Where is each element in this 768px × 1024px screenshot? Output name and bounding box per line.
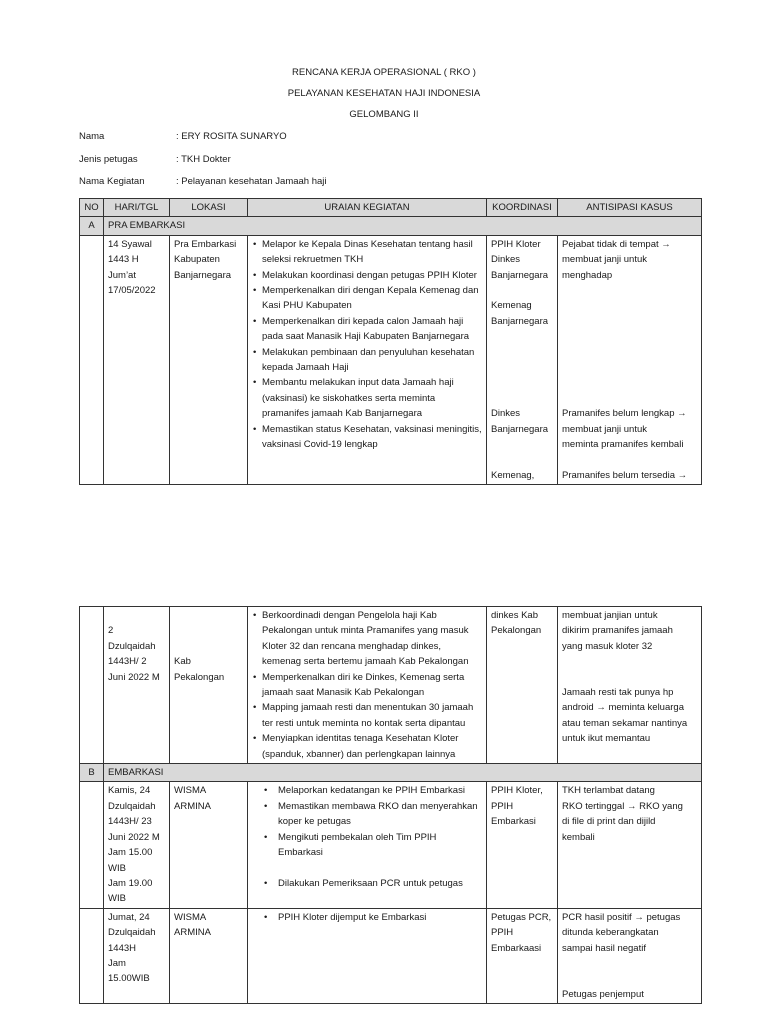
table-row xyxy=(80,607,702,764)
activity-item: • Memperkenalkan diri kepada calon Jamaah haji pada saat Manasik Haji Kabupaten Banjarnegara xyxy=(262,314,482,345)
anticipation-line: atau teman sekamar nantinya xyxy=(562,717,688,729)
row-anticipation xyxy=(558,235,702,484)
section-no: A xyxy=(80,217,104,235)
activity-item: • Membantu melakukan input data Jamaah haji (vaksinasi) ke siskohatkes serta meminta pramanifes jamaah Kab Banjarnegara xyxy=(262,375,482,421)
location-line: Kabupaten xyxy=(174,254,220,266)
anticipation-line: yang masuk kloter 32 xyxy=(562,640,653,652)
location-line: ARMINA xyxy=(174,927,211,939)
coord-line: Embarkasi xyxy=(491,816,536,828)
coord-line: Pekalongan xyxy=(491,625,542,637)
meta-row-activity xyxy=(79,176,327,187)
date-line: Jam 15.00 xyxy=(108,847,153,859)
date-line: Juni 2022 M xyxy=(108,831,160,843)
anticipation-line: Jamaah resti tak punya hp xyxy=(562,687,674,698)
table-row xyxy=(80,782,702,908)
row-no xyxy=(80,607,104,764)
row-location xyxy=(170,607,248,764)
table-row xyxy=(80,235,702,484)
date-line: Dzulqaidah xyxy=(108,640,156,652)
row-anticipation xyxy=(558,908,702,1003)
row-activities xyxy=(248,235,487,484)
date-line: Jum’at xyxy=(108,269,136,281)
row-coordination xyxy=(487,235,558,484)
location-line: WISMA xyxy=(174,911,207,923)
coord-line: Dinkes xyxy=(491,408,521,420)
anticipation-line: membuat janjian untuk xyxy=(562,610,658,621)
anticipation-line: kembali xyxy=(562,831,595,843)
row-anticipation xyxy=(558,782,702,908)
col-header-location: LOKASI xyxy=(170,199,248,217)
meta-label: Nama Kegiatan xyxy=(79,176,145,187)
date-line: WIB xyxy=(108,862,126,874)
anticipation-line: membuat janji untuk xyxy=(562,423,648,435)
anticipation-line: dikirim pramanifes jamaah xyxy=(562,625,673,637)
date-line: 14 Syawal xyxy=(108,238,152,250)
meta-value: : TKH Dokter xyxy=(176,154,231,165)
anticipation-line: membuat janji untuk xyxy=(562,254,648,266)
row-location xyxy=(170,235,248,484)
activity-item: • Memastikan status Kesehatan, vaksinasi meningitis, vaksinasi Covid-19 lengkap xyxy=(262,422,482,453)
row-date xyxy=(104,908,170,1003)
row-coordination xyxy=(487,782,558,908)
meta-row-name xyxy=(79,131,287,142)
rko-table-page2 xyxy=(79,606,702,1004)
section-row-embarkation xyxy=(80,764,702,782)
anticipation-line: Petugas penjemput xyxy=(562,988,644,1000)
section-title: PRA EMBARKASI xyxy=(104,217,702,235)
anticipation-line: PCR hasil positif → petugas xyxy=(562,911,681,923)
coord-line: Banjarnegara xyxy=(491,269,549,281)
doc-subtitle: PELAYANAN KESEHATAN HAJI INDONESIA xyxy=(287,88,481,99)
row-no xyxy=(80,782,104,908)
activity-item: • Mengikuti pembekalan oleh Tim PPIH Embarkasi xyxy=(278,830,482,861)
coord-line: dinkes Kab xyxy=(491,610,539,621)
anticipation-line: Pramanifes belum lengkap → xyxy=(562,408,687,420)
activity-item: • Melakukan pembinaan dan penyuluhan kesehatan kepada Jamaah Haji xyxy=(262,345,482,376)
row-no xyxy=(80,908,104,1003)
meta-value: : Pelayanan kesehatan Jamaah haji xyxy=(176,176,327,187)
meta-label: Nama xyxy=(79,131,105,142)
date-line: 1443H/ 2 xyxy=(108,656,147,668)
rko-table-page1 xyxy=(79,198,702,485)
meta-label: Jenis petugas xyxy=(79,154,138,165)
activity-item: • Memastikan membawa RKO dan menyerahkan koper ke petugas xyxy=(278,799,482,830)
row-location xyxy=(170,782,248,908)
coord-line: Kemenag xyxy=(491,300,532,312)
anticipation-line: Pramanifes belum tersedia → xyxy=(562,469,688,481)
coord-line: Embarkaasi xyxy=(491,942,542,954)
date-line: 1443 H xyxy=(108,254,139,266)
col-header-anticipation: ANTISIPASI KASUS xyxy=(558,199,702,217)
date-line: Jumat, 24 xyxy=(108,911,150,923)
row-date xyxy=(104,782,170,908)
doc-wave: GELOMBANG II xyxy=(349,109,419,120)
meta-value: : ERY ROSITA SUNARYO xyxy=(176,131,287,142)
date-line: 1443H/ 23 xyxy=(108,816,152,828)
anticipation-line: meminta pramanifes kembali xyxy=(562,438,684,450)
date-line: 15.00WIB xyxy=(108,973,150,985)
anticipation-line: menghadap xyxy=(562,269,613,281)
col-header-date: HARI/TGL xyxy=(104,199,170,217)
coord-line: Petugas PCR, xyxy=(491,911,552,923)
coord-line: Banjarnegara xyxy=(491,423,549,435)
location-line: WISMA xyxy=(174,785,207,797)
anticipation-line: di file di print dan dijild xyxy=(562,816,656,828)
activity-item: • PPIH Kloter dijemput ke Embarkasi xyxy=(278,910,482,925)
table-row xyxy=(80,908,702,1003)
date-line: 1443H xyxy=(108,942,136,954)
date-line: Juni 2022 M xyxy=(108,671,160,683)
section-title: EMBARKASI xyxy=(104,764,702,782)
anticipation-line: RKO tertinggal → RKO yang xyxy=(562,800,683,812)
anticipation-line: untuk ikut memantau xyxy=(562,733,651,745)
row-anticipation xyxy=(558,607,702,764)
location-line: Pra Embarkasi xyxy=(174,238,237,250)
activity-item: • Dilakukan Pemeriksaan PCR untuk petugas xyxy=(278,876,482,891)
activity-item: • Berkoordinadi dengan Pengelola haji Kab Pekalongan untuk minta Pramanifes yang masuk Kloter 32 dan rencana menghadap dinkes, kemenag serta bertemu jamaah Kab Pekalongan xyxy=(262,608,482,670)
date-line: Jam xyxy=(108,957,126,969)
row-location xyxy=(170,908,248,1003)
activity-item: • Menyiapkan identitas tenaga Kesehatan Kloter (spanduk, xbanner) dan perlengkapan lainnya xyxy=(262,731,482,762)
row-coordination xyxy=(487,908,558,1003)
date-line: Dzulqaidah xyxy=(108,800,156,812)
anticipation-line: ditunda keberangkatan xyxy=(562,927,659,939)
section-row-pre-embarkation xyxy=(80,217,702,235)
row-activities xyxy=(248,908,487,1003)
row-coordination xyxy=(487,607,558,764)
activity-item: • Melakukan koordinasi dengan petugas PPIH Kloter xyxy=(262,268,482,283)
activity-item: • Mapping jamaah resti dan menentukan 30 jamaah ter resti untuk meminta no kontak serta dipantau xyxy=(262,700,482,731)
date-line: Kamis, 24 xyxy=(108,785,151,797)
coord-line: PPIH Kloter, xyxy=(491,785,543,797)
anticipation-line: TKH terlambat datang xyxy=(562,785,655,797)
location-line: Banjarnegara xyxy=(174,269,232,281)
row-no xyxy=(80,235,104,484)
anticipation-line: sampai hasil negatif xyxy=(562,942,646,954)
anticipation-line: Pejabat tidak di tempat → xyxy=(562,238,671,250)
date-line: 2 xyxy=(108,625,114,637)
col-header-activity: URAIAN KEGIATAN xyxy=(248,199,487,217)
location-line: ARMINA xyxy=(174,800,211,812)
coord-line: Banjarnegara xyxy=(491,315,549,327)
location-line: Pekalongan xyxy=(174,671,225,683)
meta-row-officer-type xyxy=(79,154,231,165)
row-date xyxy=(104,235,170,484)
date-line: WIB xyxy=(108,893,126,905)
col-header-no: NO xyxy=(80,199,104,217)
date-line: Dzulqaidah xyxy=(108,927,156,939)
activity-item: • Memperkenalkan diri ke Dinkes, Kemenag serta jamaah saat Manasik Kab Pekalongan xyxy=(262,670,482,701)
location-line: Kab xyxy=(174,656,191,668)
table-header-row xyxy=(80,199,702,217)
col-header-coordination: KOORDINASI xyxy=(487,199,558,217)
section-no: B xyxy=(80,764,104,782)
date-line: Jam 19.00 xyxy=(108,877,153,889)
activity-item: • Memperkenalkan diri dengan Kepala Kemenag dan Kasi PHU Kabupaten xyxy=(262,283,482,314)
anticipation-line: android → meminta keluarga xyxy=(562,702,684,714)
coord-line: Kemenag, xyxy=(491,469,535,481)
activity-item: • Melaporkan kedatangan ke PPIH Embarkasi xyxy=(278,783,482,798)
row-activities xyxy=(248,607,487,764)
activity-item: • Melapor ke Kepala Dinas Kesehatan tentang hasil seleksi rekruetmen TKH xyxy=(262,237,482,268)
doc-title: RENCANA KERJA OPERASIONAL ( RKO ) xyxy=(292,67,476,78)
coord-line: PPIH xyxy=(491,800,514,812)
coord-line: PPIH Kloter xyxy=(491,238,541,250)
row-activities xyxy=(248,782,487,908)
date-line: 17/05/2022 xyxy=(108,285,156,297)
row-date xyxy=(104,607,170,764)
coord-line: Dinkes xyxy=(491,254,521,266)
coord-line: PPIH xyxy=(491,927,514,939)
